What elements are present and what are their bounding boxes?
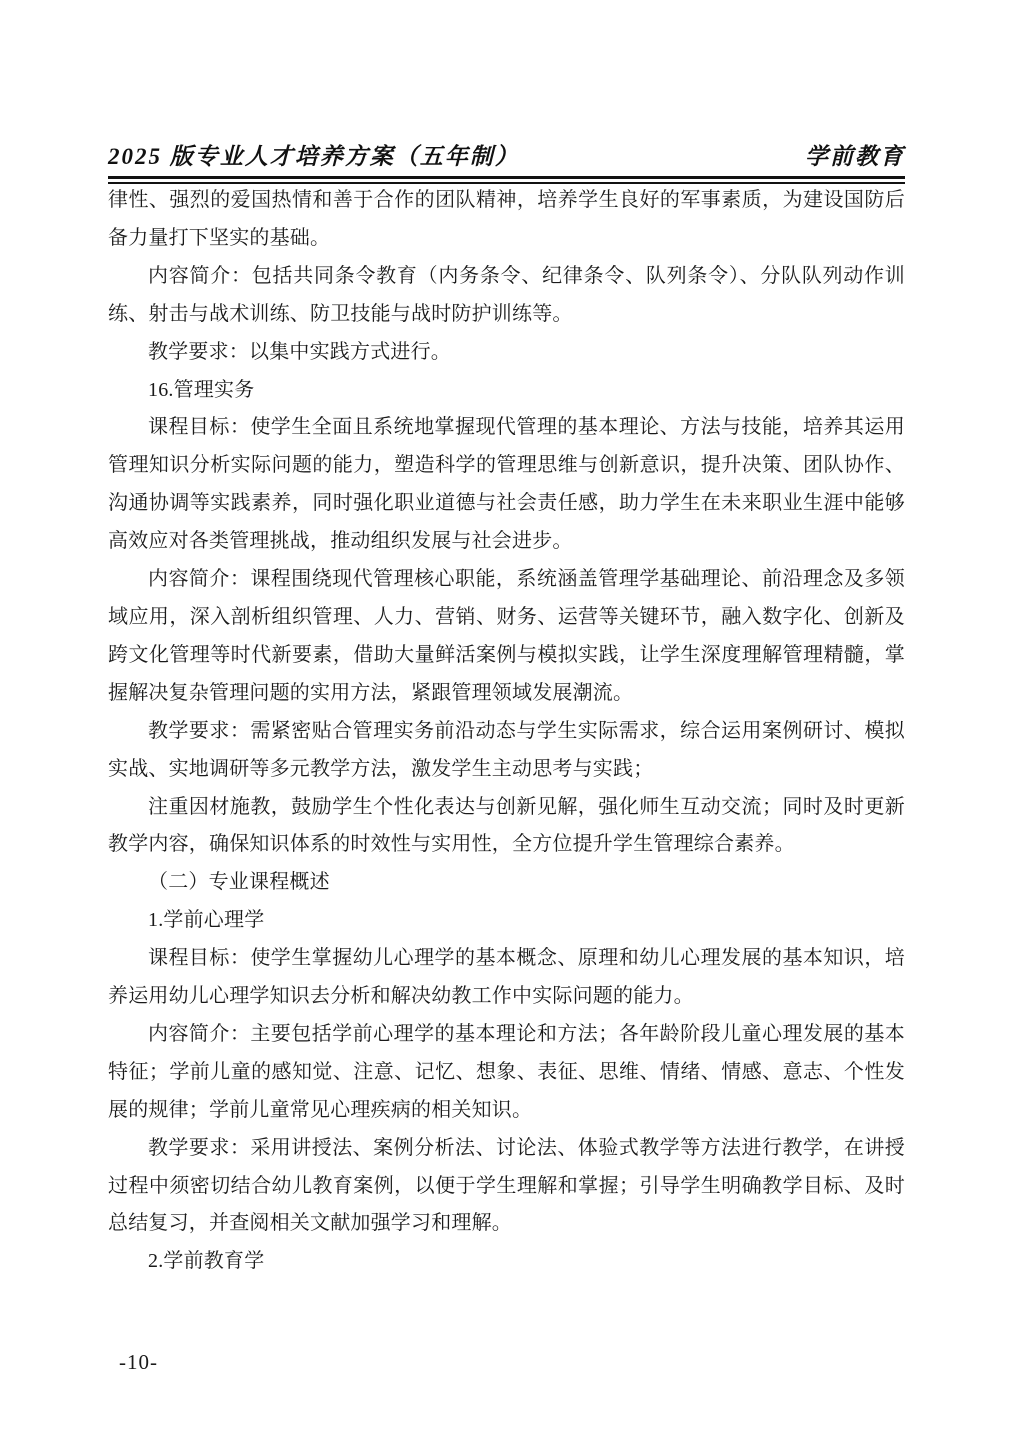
section-heading: 1.学前心理学	[148, 909, 265, 932]
page-header	[108, 138, 905, 184]
paragraph-continuation: 律性、强烈的爱国热情和善于合作的团队精神，培养学生良好的军事素质，为建设国防后备力量打下坚实的基础。	[108, 189, 905, 249]
paragraph: 课程目标：使学生掌握幼儿心理学的基本概念、原理和幼儿心理发展的基本知识，培养运用幼儿心理学知识去分析和解决幼教工作中实际问题的能力。	[108, 947, 905, 1008]
paragraph: 内容简介：包括共同条令教育（内务条令、纪律条令、队列条令）、分队队列动作训练、射击与战术训练、防卫技能与战时防护训练等。	[108, 264, 905, 325]
section-heading: 16.管理实务	[148, 378, 255, 401]
paragraph: 课程目标：使学生全面且系统地掌握现代管理的基本理论、方法与技能，培养其运用管理知识分析实际问题的能力，塑造科学的管理思维与创新意识，提升决策、团队协作、沟通协调等实践素养，同时强化职业道德与社会责任感，助力学生在未来职业生涯中能够高效应对各类管理挑战，推动组织发展与社会进步。	[108, 416, 905, 553]
paragraph: 内容简介：课程围绕现代管理核心职能，系统涵盖管理学基础理论、前沿理念及多领域应用，深入剖析组织管理、人力、营销、财务、运营等关键环节，融入数字化、创新及跨文化管理等时代新要素，借助大量鲜活案例与模拟实践，让学生深度理解管理精髓，掌握解决复杂管理问题的实用方法，紧跟管理领域发展潮流。	[108, 568, 905, 704]
section-heading: （二）专业课程概述	[148, 871, 330, 894]
header-titles	[108, 138, 905, 171]
paragraph: 注重因材施教，鼓励学生个性化表达与创新见解，强化师生互动交流；同时及时更新教学内容，确保知识体系的时效性与实用性，全方位提升学生管理综合素养。	[108, 795, 905, 856]
header-left-title: 2025 版专业人才培养方案（五年制）	[108, 144, 520, 169]
paragraph: 教学要求：需紧密贴合管理实务前沿动态与学生实际需求，综合运用案例研讨、模拟实战、实地调研等多元教学方法，激发学生主动思考与实践；	[108, 719, 905, 780]
document-body	[108, 182, 905, 1281]
page-number: -10-	[119, 1350, 158, 1374]
header-right-title: 学前教育	[805, 144, 905, 169]
paragraph: 内容简介：主要包括学前心理学的基本理论和方法；各年龄阶段儿童心理发展的基本特征；学前儿童的感知觉、注意、记忆、想象、表征、思维、情绪、情感、意志、个性发展的规律；学前儿童常见心理疾病的相关知识。	[108, 1022, 905, 1121]
section-heading: 2.学前教育学	[148, 1250, 265, 1273]
paragraph: 教学要求：采用讲授法、案例分析法、讨论法、体验式教学等方法进行教学，在讲授过程中须密切结合幼儿教育案例，以便于学生理解和掌握；引导学生明确教学目标、及时总结复习，并查阅相关文献加强学习和理解。	[108, 1136, 905, 1235]
paragraph: 教学要求：以集中实践方式进行。	[148, 340, 451, 363]
